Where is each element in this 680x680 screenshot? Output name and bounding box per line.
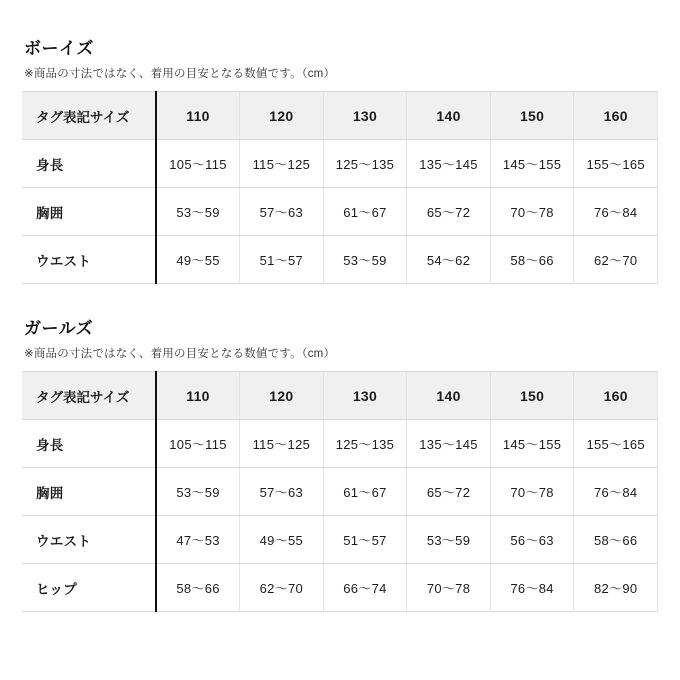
table-row [22, 420, 658, 468]
table-cell: 145〜155 [490, 140, 574, 188]
column-header-160: 160 [574, 372, 658, 420]
row-label: ヒップ [22, 564, 156, 612]
row-label: ウエスト [22, 236, 156, 284]
table-cell: 105〜115 [156, 420, 240, 468]
table-cell: 105〜115 [156, 140, 240, 188]
column-header-tag-size: タグ表記サイズ [22, 372, 156, 420]
page-title-girls: ガールズ [24, 319, 94, 338]
table-cell: 54〜62 [407, 236, 491, 284]
size-section-girls [22, 314, 658, 612]
table-cell: 155〜165 [574, 140, 658, 188]
table-cell: 115〜125 [240, 140, 324, 188]
table-row [22, 188, 658, 236]
table-row [22, 468, 658, 516]
column-header-110: 110 [156, 92, 240, 140]
table-cell: 62〜70 [240, 564, 324, 612]
table-cell: 65〜72 [407, 188, 491, 236]
table-cell: 135〜145 [407, 420, 491, 468]
section-note-boys: ※商品の寸法ではなく、着用の目安となる数値です。（cm） [24, 68, 336, 80]
table-row [22, 140, 658, 188]
row-label: 身長 [22, 420, 156, 468]
column-header-160: 160 [574, 92, 658, 140]
column-header-110: 110 [156, 372, 240, 420]
table-cell: 135〜145 [407, 140, 491, 188]
section-note-girls: ※商品の寸法ではなく、着用の目安となる数値です。（cm） [24, 348, 336, 360]
table-cell: 58〜66 [574, 516, 658, 564]
row-label: 身長 [22, 140, 156, 188]
table-cell: 49〜55 [240, 516, 324, 564]
column-header-150: 150 [490, 92, 574, 140]
column-header-130: 130 [323, 372, 407, 420]
table-cell: 65〜72 [407, 468, 491, 516]
table-cell: 125〜135 [323, 420, 407, 468]
table-cell: 57〜63 [240, 188, 324, 236]
column-header-150: 150 [490, 372, 574, 420]
table-cell: 66〜74 [323, 564, 407, 612]
table-row [22, 564, 658, 612]
table-cell: 70〜78 [490, 468, 574, 516]
table-cell: 82〜90 [574, 564, 658, 612]
row-label: 胸囲 [22, 468, 156, 516]
table-cell: 70〜78 [490, 188, 574, 236]
size-table-girls [22, 371, 658, 612]
table-cell: 76〜84 [574, 468, 658, 516]
table-cell: 53〜59 [323, 236, 407, 284]
table-cell: 51〜57 [240, 236, 324, 284]
table-cell: 49〜55 [156, 236, 240, 284]
column-header-140: 140 [407, 92, 491, 140]
table-cell: 115〜125 [240, 420, 324, 468]
table-cell: 70〜78 [407, 564, 491, 612]
table-cell: 76〜84 [574, 188, 658, 236]
column-header-tag-size: タグ表記サイズ [22, 92, 156, 140]
table-cell: 57〜63 [240, 468, 324, 516]
column-header-120: 120 [240, 92, 324, 140]
table-cell: 61〜67 [323, 188, 407, 236]
table-cell: 51〜57 [323, 516, 407, 564]
table-cell: 58〜66 [156, 564, 240, 612]
size-section-boys [22, 34, 658, 284]
table-cell: 76〜84 [490, 564, 574, 612]
page-title-boys: ボーイズ [24, 39, 94, 58]
table-row [22, 236, 658, 284]
table-cell: 62〜70 [574, 236, 658, 284]
table-cell: 145〜155 [490, 420, 574, 468]
table-cell: 125〜135 [323, 140, 407, 188]
table-header-row [22, 372, 658, 420]
table-cell: 56〜63 [490, 516, 574, 564]
table-cell: 58〜66 [490, 236, 574, 284]
column-header-140: 140 [407, 372, 491, 420]
table-row [22, 516, 658, 564]
row-label: ウエスト [22, 516, 156, 564]
table-cell: 47〜53 [156, 516, 240, 564]
table-cell: 155〜165 [574, 420, 658, 468]
table-cell: 53〜59 [156, 188, 240, 236]
column-header-130: 130 [323, 92, 407, 140]
column-header-120: 120 [240, 372, 324, 420]
table-cell: 53〜59 [156, 468, 240, 516]
size-table-boys [22, 91, 658, 284]
table-cell: 53〜59 [407, 516, 491, 564]
table-header-row [22, 92, 658, 140]
row-label: 胸囲 [22, 188, 156, 236]
table-cell: 61〜67 [323, 468, 407, 516]
